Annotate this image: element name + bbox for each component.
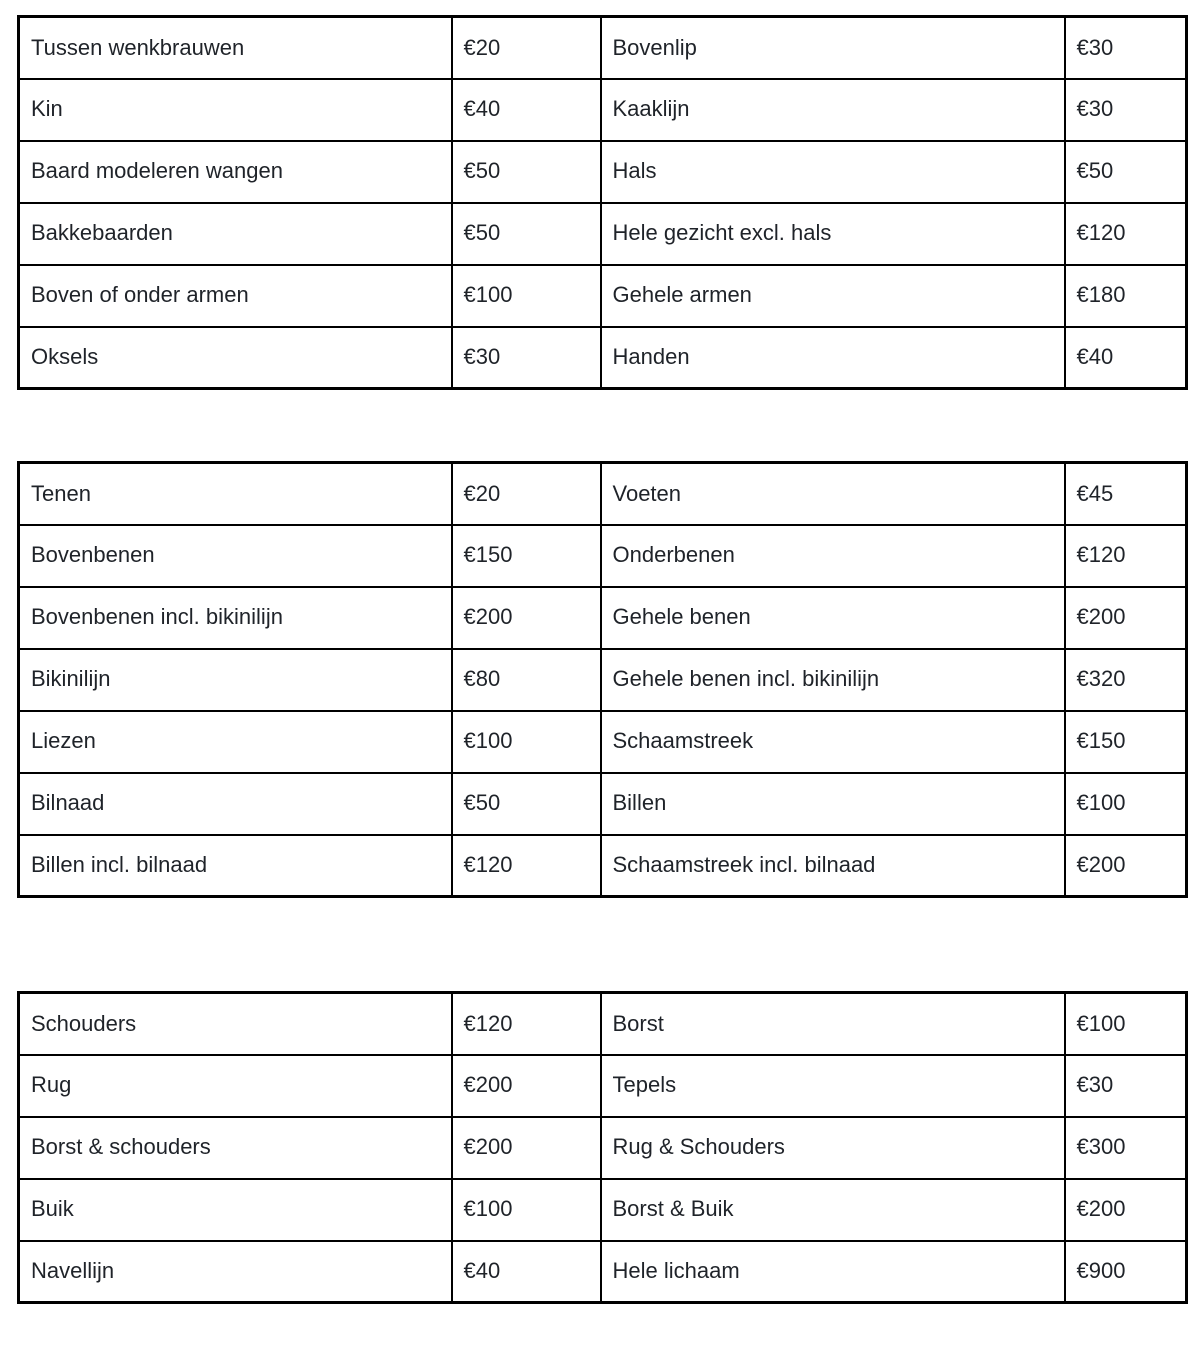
treatment-name-cell: Tenen — [19, 463, 452, 525]
price-cell: €20 — [452, 17, 601, 79]
price-table-row — [19, 993, 1187, 1055]
treatment-name-cell: Navellijn — [19, 1241, 452, 1303]
price-cell: €200 — [1065, 835, 1187, 897]
price-table-row — [19, 203, 1187, 265]
treatment-name-cell: Oksels — [19, 327, 452, 389]
treatment-name-cell: Billen incl. bilnaad — [19, 835, 452, 897]
price-table-row — [19, 525, 1187, 587]
treatment-name-cell: Rug & Schouders — [601, 1117, 1065, 1179]
treatment-name-cell: Bikinilijn — [19, 649, 452, 711]
treatment-name-cell: Borst & Buik — [601, 1179, 1065, 1241]
treatment-name-cell: Gehele armen — [601, 265, 1065, 327]
price-table-row — [19, 649, 1187, 711]
price-table-row — [19, 463, 1187, 525]
price-cell: €30 — [1065, 1055, 1187, 1117]
price-cell: €200 — [452, 1055, 601, 1117]
price-cell: €40 — [1065, 327, 1187, 389]
treatment-name-cell: Liezen — [19, 711, 452, 773]
price-table-row — [19, 1055, 1187, 1117]
treatment-name-cell: Handen — [601, 327, 1065, 389]
price-cell: €180 — [1065, 265, 1187, 327]
price-table-row — [19, 17, 1187, 79]
price-cell: €50 — [452, 141, 601, 203]
price-cell: €320 — [1065, 649, 1187, 711]
price-table-row — [19, 1179, 1187, 1241]
price-cell: €80 — [452, 649, 601, 711]
treatment-name-cell: Tepels — [601, 1055, 1065, 1117]
price-cell: €120 — [1065, 203, 1187, 265]
price-cell: €200 — [452, 587, 601, 649]
price-table-row — [19, 773, 1187, 835]
treatment-name-cell: Schaamstreek — [601, 711, 1065, 773]
price-cell: €100 — [452, 711, 601, 773]
treatment-name-cell: Boven of onder armen — [19, 265, 452, 327]
treatment-name-cell: Kin — [19, 79, 452, 141]
price-table-row — [19, 1117, 1187, 1179]
treatment-name-cell: Bovenlip — [601, 17, 1065, 79]
price-cell: €40 — [452, 1241, 601, 1303]
price-cell: €50 — [1065, 141, 1187, 203]
treatment-name-cell: Buik — [19, 1179, 452, 1241]
price-cell: €100 — [1065, 773, 1187, 835]
price-table-1 — [17, 15, 1188, 390]
price-cell: €40 — [452, 79, 601, 141]
treatment-name-cell: Hele gezicht excl. hals — [601, 203, 1065, 265]
treatment-name-cell: Hals — [601, 141, 1065, 203]
price-table-row — [19, 835, 1187, 897]
treatment-name-cell: Rug — [19, 1055, 452, 1117]
price-table-row — [19, 587, 1187, 649]
treatment-name-cell: Schouders — [19, 993, 452, 1055]
treatment-name-cell: Tussen wenkbrauwen — [19, 17, 452, 79]
treatment-name-cell: Baard modeleren wangen — [19, 141, 452, 203]
price-cell: €30 — [1065, 79, 1187, 141]
price-table-2 — [17, 461, 1188, 898]
price-cell: €200 — [1065, 587, 1187, 649]
price-table-row — [19, 711, 1187, 773]
price-cell: €100 — [452, 1179, 601, 1241]
price-cell: €100 — [452, 265, 601, 327]
price-cell: €20 — [452, 463, 601, 525]
price-cell: €900 — [1065, 1241, 1187, 1303]
treatment-name-cell: Bilnaad — [19, 773, 452, 835]
price-table-row — [19, 79, 1187, 141]
price-cell: €30 — [452, 327, 601, 389]
price-cell: €300 — [1065, 1117, 1187, 1179]
treatment-name-cell: Bovenbenen incl. bikinilijn — [19, 587, 452, 649]
price-cell: €200 — [1065, 1179, 1187, 1241]
treatment-name-cell: Hele lichaam — [601, 1241, 1065, 1303]
treatment-name-cell: Bakkebaarden — [19, 203, 452, 265]
price-cell: €100 — [1065, 993, 1187, 1055]
price-cell: €150 — [1065, 711, 1187, 773]
treatment-name-cell: Schaamstreek incl. bilnaad — [601, 835, 1065, 897]
treatment-name-cell: Gehele benen incl. bikinilijn — [601, 649, 1065, 711]
treatment-name-cell: Onderbenen — [601, 525, 1065, 587]
price-cell: €150 — [452, 525, 601, 587]
treatment-name-cell: Kaaklijn — [601, 79, 1065, 141]
price-cell: €45 — [1065, 463, 1187, 525]
price-cell: €50 — [452, 773, 601, 835]
price-cell: €200 — [452, 1117, 601, 1179]
price-table-row — [19, 327, 1187, 389]
price-table-row — [19, 265, 1187, 327]
treatment-name-cell: Billen — [601, 773, 1065, 835]
treatment-name-cell: Bovenbenen — [19, 525, 452, 587]
price-cell: €120 — [452, 835, 601, 897]
treatment-name-cell: Voeten — [601, 463, 1065, 525]
price-cell: €120 — [1065, 525, 1187, 587]
treatment-name-cell: Gehele benen — [601, 587, 1065, 649]
treatment-name-cell: Borst & schouders — [19, 1117, 452, 1179]
price-cell: €30 — [1065, 17, 1187, 79]
price-table-3 — [17, 991, 1188, 1304]
price-table-row — [19, 1241, 1187, 1303]
price-cell: €50 — [452, 203, 601, 265]
price-cell: €120 — [452, 993, 601, 1055]
treatment-name-cell: Borst — [601, 993, 1065, 1055]
price-table-row — [19, 141, 1187, 203]
